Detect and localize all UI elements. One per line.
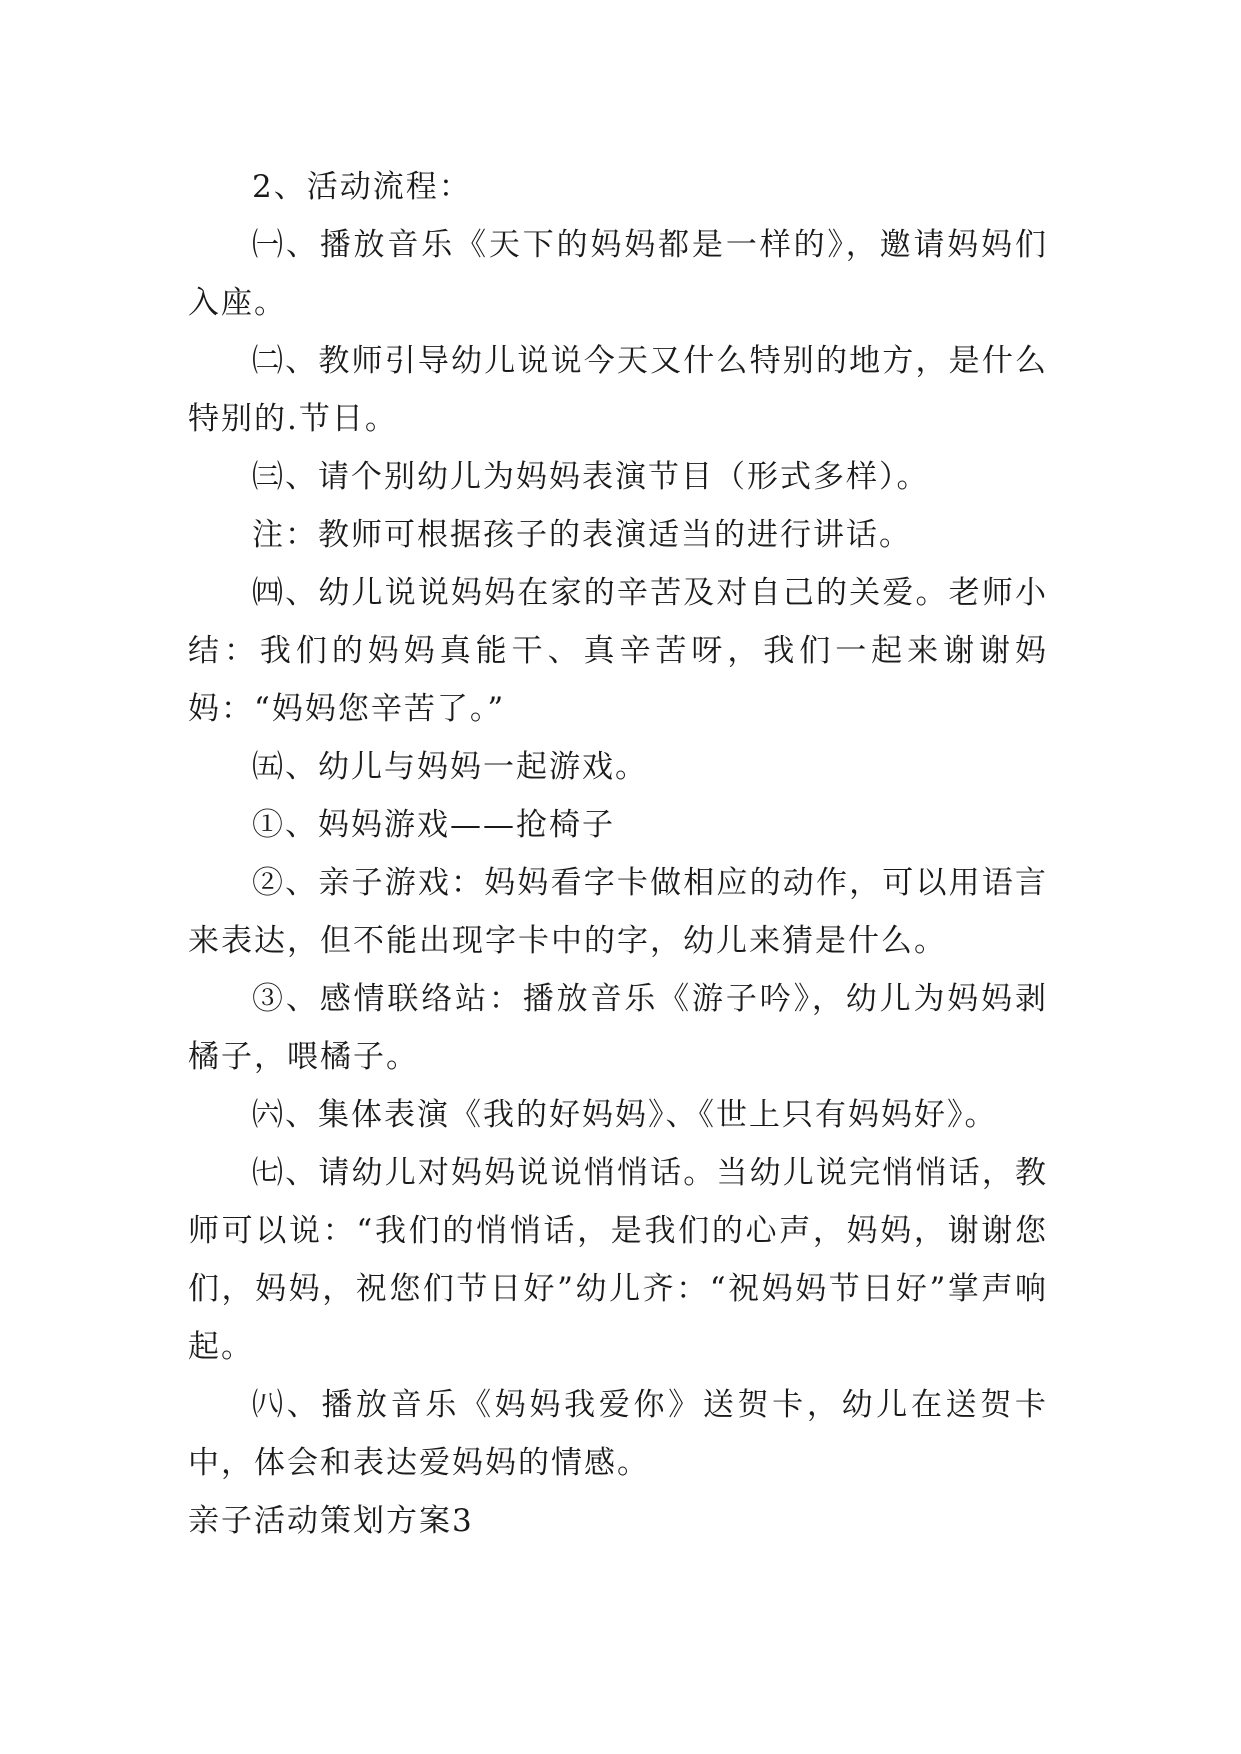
paragraph-step-3: ㈢、请个别幼儿为妈妈表演节目（形式多样）。: [252, 459, 930, 495]
paragraph-step-2: ㈡、教师引导幼儿说说今天又什么特别的地方，是什么特别的.节日。: [188, 343, 1048, 437]
paragraph-step-6: ㈥、集体表演《我的好妈妈》、《世上只有妈妈好》。: [252, 1097, 998, 1133]
paragraph-activity-flow: 2、活动流程：: [252, 169, 472, 205]
paragraph-game-2: ②、亲子游戏：妈妈看字卡做相应的动作，可以用语言来表达，但不能出现字卡中的字，幼儿来猜是什么。: [188, 865, 1048, 959]
paragraph-game-1: ①、妈妈游戏——抢椅子: [252, 807, 615, 843]
section-heading: 亲子活动策划方案3: [188, 1503, 474, 1539]
paragraph-step-5: ㈤、幼儿与妈妈一起游戏。: [252, 749, 648, 785]
paragraph-step-1: ㈠、播放音乐《天下的妈妈都是一样的》，邀请妈妈们入座。: [188, 227, 1048, 321]
paragraph-step-4: ㈣、幼儿说说妈妈在家的辛苦及对自己的关爱。老师小结：我们的妈妈真能干、真辛苦呀，我们一起来谢谢妈妈：“妈妈您辛苦了。”: [188, 575, 1048, 727]
paragraph-game-3: ③、感情联络站：播放音乐《游子吟》，幼儿为妈妈剥橘子，喂橘子。: [188, 981, 1048, 1075]
paragraph-note: 注：教师可根据孩子的表演适当的进行讲话。: [252, 517, 912, 553]
document-body: [188, 158, 1048, 1550]
paragraph-step-8: ㈧、播放音乐《妈妈我爱你》送贺卡，幼儿在送贺卡中，体会和表达爱妈妈的情感。: [188, 1387, 1048, 1481]
paragraph-step-7: ㈦、请幼儿对妈妈说说悄悄话。当幼儿说完悄悄话，教师可以说：“我们的悄悄话，是我们的心声，妈妈，谢谢您们，妈妈，祝您们节日好”幼儿齐：“祝妈妈节日好”掌声响起。: [188, 1155, 1048, 1365]
